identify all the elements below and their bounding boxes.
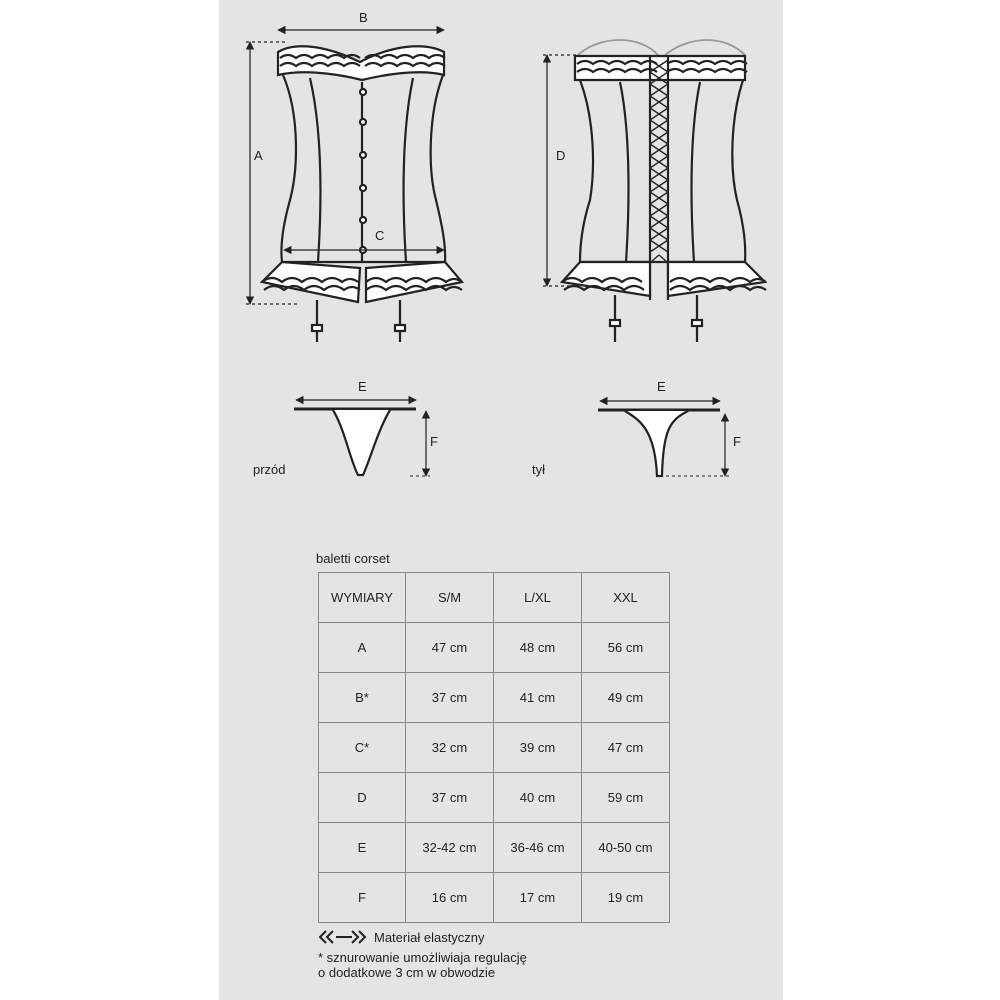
- table-cell: 48 cm: [494, 623, 582, 673]
- label-f-back: F: [733, 434, 741, 449]
- table-cell: D: [319, 773, 406, 823]
- table-cell: C*: [319, 723, 406, 773]
- header-cell: WYMIARY: [319, 573, 406, 623]
- corset-back: [562, 40, 766, 342]
- lacing-note-line1: * sznurowanie umożliwiaja regulację: [318, 950, 527, 965]
- table-row: [319, 673, 670, 723]
- label-e-back: E: [657, 379, 666, 394]
- table-cell: 49 cm: [582, 673, 670, 723]
- table-header-row: [319, 573, 670, 623]
- table-cell: F: [319, 873, 406, 923]
- back-dimensions: [543, 55, 578, 286]
- table-cell: 19 cm: [582, 873, 670, 923]
- table-cell: 56 cm: [582, 623, 670, 673]
- thong-front: [294, 400, 430, 476]
- table-title: baletti corset: [316, 551, 390, 566]
- thong-back: [598, 401, 730, 476]
- size-table: [318, 572, 670, 923]
- table-cell: 36-46 cm: [494, 823, 582, 873]
- table-row: [319, 873, 670, 923]
- table-cell: A: [319, 623, 406, 673]
- table-cell: 16 cm: [406, 873, 494, 923]
- label-f-front: F: [430, 434, 438, 449]
- label-e-front: E: [358, 379, 367, 394]
- elastic-legend: Materiał elastyczny: [374, 930, 485, 945]
- table-row: [319, 823, 670, 873]
- elastic-arrow-icon: [320, 931, 365, 943]
- table-cell: 40-50 cm: [582, 823, 670, 873]
- table-row: [319, 773, 670, 823]
- corset-front: [262, 46, 462, 342]
- table-cell: 32-42 cm: [406, 823, 494, 873]
- lacing-note-line2: o dodatkowe 3 cm w obwodzie: [318, 965, 496, 980]
- table-cell: 37 cm: [406, 673, 494, 723]
- table-row: [319, 723, 670, 773]
- label-front: przód: [253, 462, 286, 477]
- header-cell: S/M: [406, 573, 494, 623]
- table-cell: 47 cm: [582, 723, 670, 773]
- table-cell: 37 cm: [406, 773, 494, 823]
- table-row: [319, 623, 670, 673]
- label-back: tył: [532, 462, 545, 477]
- table-cell: 59 cm: [582, 773, 670, 823]
- header-cell: XXL: [582, 573, 670, 623]
- header-cell: L/XL: [494, 573, 582, 623]
- table-cell: 40 cm: [494, 773, 582, 823]
- table-cell: 41 cm: [494, 673, 582, 723]
- label-b: B: [359, 10, 368, 25]
- label-c: C: [375, 228, 385, 243]
- label-d: D: [556, 148, 566, 163]
- table-cell: 39 cm: [494, 723, 582, 773]
- table-cell: B*: [319, 673, 406, 723]
- table-cell: E: [319, 823, 406, 873]
- table-cell: 32 cm: [406, 723, 494, 773]
- table-cell: 47 cm: [406, 623, 494, 673]
- table-cell: 17 cm: [494, 873, 582, 923]
- label-a: A: [254, 148, 263, 163]
